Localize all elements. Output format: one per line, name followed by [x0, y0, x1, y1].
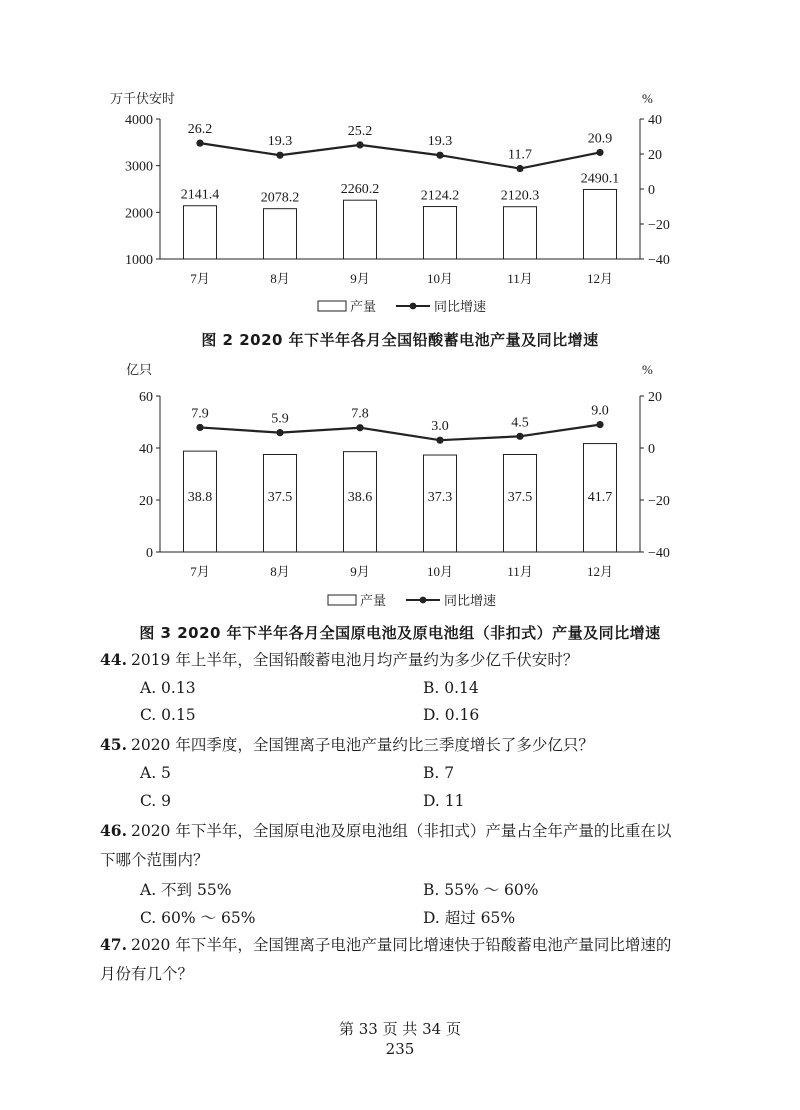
left-axis-unit: 亿只 — [126, 362, 153, 377]
question-47-continued — [100, 963, 720, 985]
bar — [264, 209, 297, 259]
bar-value-label: 37.3 — [427, 490, 453, 505]
option-b: B. 55% ～ 60% — [423, 881, 539, 899]
bar — [344, 200, 377, 259]
growth-point — [196, 140, 203, 147]
question-stem: 2019 年上半年，全国铅酸蓄电池月均产量约为多少亿千伏安时？ — [130, 651, 579, 669]
growth-value-label: 25.2 — [347, 123, 373, 139]
growth-value-label: 19.3 — [427, 134, 453, 150]
option-c: C. 0.15 — [140, 706, 196, 724]
growth-point — [516, 433, 523, 440]
growth-value-label: 20.9 — [587, 131, 613, 147]
left-axis-unit: 万千伏安时 — [110, 91, 176, 106]
bar — [184, 206, 217, 259]
option-b: B. 7 — [423, 764, 455, 782]
question-45 — [100, 734, 720, 756]
left-tick-label: 20 — [139, 494, 153, 509]
bar — [424, 207, 457, 259]
bar-value-label: 2124.2 — [420, 188, 460, 204]
category-label: 12月 — [586, 271, 614, 286]
right-tick-label: −20 — [648, 218, 670, 233]
option-a: A. 不到 55% — [140, 881, 232, 899]
question-number: 44. — [100, 650, 127, 669]
bar-value-label: 37.5 — [507, 490, 533, 505]
option-c: C. 60% ～ 65% — [140, 909, 256, 927]
left-tick-label: 2000 — [125, 206, 153, 222]
growth-value-label: 5.9 — [271, 411, 289, 427]
category-label: 11月 — [507, 271, 533, 286]
primary-battery-chart — [0, 355, 800, 613]
right-tick-label: 0 — [648, 442, 655, 457]
figure-3-title: 图 3 2020 年下半年各月全国原电池及原电池组（非扣式）产量及同比增速 — [139, 624, 661, 642]
category-label: 11月 — [507, 564, 533, 579]
option-d: D. 0.16 — [423, 706, 480, 724]
bar-value-label: 38.6 — [347, 490, 373, 505]
option-d: D. 11 — [423, 792, 465, 810]
growth-value-label: 7.8 — [351, 406, 369, 422]
option-c: C. 9 — [140, 792, 172, 810]
right-tick-label: 40 — [648, 113, 662, 128]
growth-value-label: 4.5 — [511, 415, 529, 431]
growth-point — [356, 141, 363, 148]
category-label: 9月 — [350, 271, 370, 286]
question-47 — [100, 934, 720, 956]
category-label: 8月 — [270, 271, 290, 286]
category-label: 7月 — [190, 271, 210, 286]
legend-line-label: 同比增速 — [444, 593, 497, 608]
growth-point — [276, 429, 283, 436]
question-stem-continued: 下哪个范围内？ — [100, 851, 209, 869]
legend-bar-swatch — [328, 595, 356, 605]
question-number: 46. — [100, 821, 127, 840]
page-number: 235 — [385, 1040, 415, 1058]
growth-point — [196, 424, 203, 431]
bar-value-label: 41.7 — [587, 490, 613, 505]
category-label: 12月 — [586, 564, 614, 579]
question-46 — [100, 820, 720, 842]
figure-2-title: 图 2 2020 年下半年各月全国铅酸蓄电池产量及同比增速 — [201, 331, 599, 349]
growth-value-label: 9.0 — [591, 403, 609, 419]
category-label: 7月 — [190, 564, 210, 579]
growth-value-label: 3.0 — [431, 419, 449, 435]
bar-value-label: 2078.2 — [260, 190, 300, 206]
right-tick-label: 20 — [648, 390, 662, 405]
right-axis-unit: % — [642, 362, 653, 377]
growth-value-label: 26.2 — [187, 122, 213, 138]
option-a: A. 5 — [140, 764, 171, 782]
growth-point — [596, 149, 603, 156]
bar-value-label: 2260.2 — [340, 182, 380, 198]
legend-bar-label: 产量 — [360, 593, 387, 608]
legend-line-label: 同比增速 — [434, 299, 487, 314]
option-b: B. 0.14 — [423, 679, 479, 697]
question-number: 47. — [100, 935, 127, 954]
growth-point — [276, 152, 283, 159]
category-label: 8月 — [270, 564, 290, 579]
growth-line — [200, 143, 600, 168]
lead-acid-battery-chart — [0, 85, 800, 317]
bar-value-label: 2141.4 — [180, 187, 220, 203]
bar-value-label: 37.5 — [267, 490, 293, 505]
right-tick-label: −20 — [648, 494, 670, 509]
right-tick-label: 20 — [648, 148, 662, 163]
left-tick-label: 40 — [139, 442, 153, 457]
growth-point — [516, 165, 523, 172]
legend-bar-swatch — [318, 301, 346, 311]
page-indicator: 第 33 页 共 34 页 — [338, 1020, 461, 1038]
question-stem: 2020 年下半年，全国原电池及原电池组（非扣式）产量占全年产量的比重在以 — [130, 822, 672, 840]
question-stem: 2020 年下半年，全国锂离子电池产量同比增速快于铅酸蓄电池产量同比增速的 — [130, 936, 672, 954]
bar — [584, 189, 617, 259]
left-tick-label: 60 — [139, 390, 153, 405]
growth-point — [436, 152, 443, 159]
left-tick-label: 0 — [146, 546, 153, 561]
legend-bar-label: 产量 — [350, 299, 377, 314]
category-label: 10月 — [426, 564, 454, 579]
legend-line-marker — [420, 597, 427, 604]
right-tick-label: −40 — [648, 253, 670, 268]
question-44 — [100, 649, 720, 671]
right-axis-unit: % — [642, 91, 653, 106]
question-stem-continued: 月份有几个？ — [100, 965, 194, 983]
option-d: D. 超过 65% — [423, 909, 516, 927]
bar-value-label: 2490.1 — [580, 171, 620, 187]
option-a: A. 0.13 — [140, 679, 196, 697]
growth-value-label: 11.7 — [508, 147, 532, 163]
legend-line-marker — [410, 303, 417, 310]
bar — [504, 207, 537, 259]
category-label: 9月 — [350, 564, 370, 579]
growth-point — [436, 437, 443, 444]
bar-value-label: 38.8 — [187, 490, 213, 505]
growth-point — [596, 421, 603, 428]
category-label: 10月 — [426, 271, 454, 286]
left-tick-label: 1000 — [125, 253, 153, 268]
growth-value-label: 19.3 — [267, 134, 293, 150]
left-tick-label: 4000 — [125, 113, 153, 128]
question-stem: 2020 年四季度，全国锂离子电池产量约比三季度增长了多少亿只？ — [130, 736, 594, 754]
question-46-continued — [100, 849, 720, 871]
growth-point — [356, 424, 363, 431]
right-tick-label: 0 — [648, 183, 655, 198]
growth-value-label: 7.9 — [191, 406, 209, 422]
right-tick-label: −40 — [648, 546, 670, 561]
question-number: 45. — [100, 735, 127, 754]
left-tick-label: 3000 — [125, 159, 153, 175]
bar-value-label: 2120.3 — [500, 188, 540, 204]
growth-line — [200, 425, 600, 441]
